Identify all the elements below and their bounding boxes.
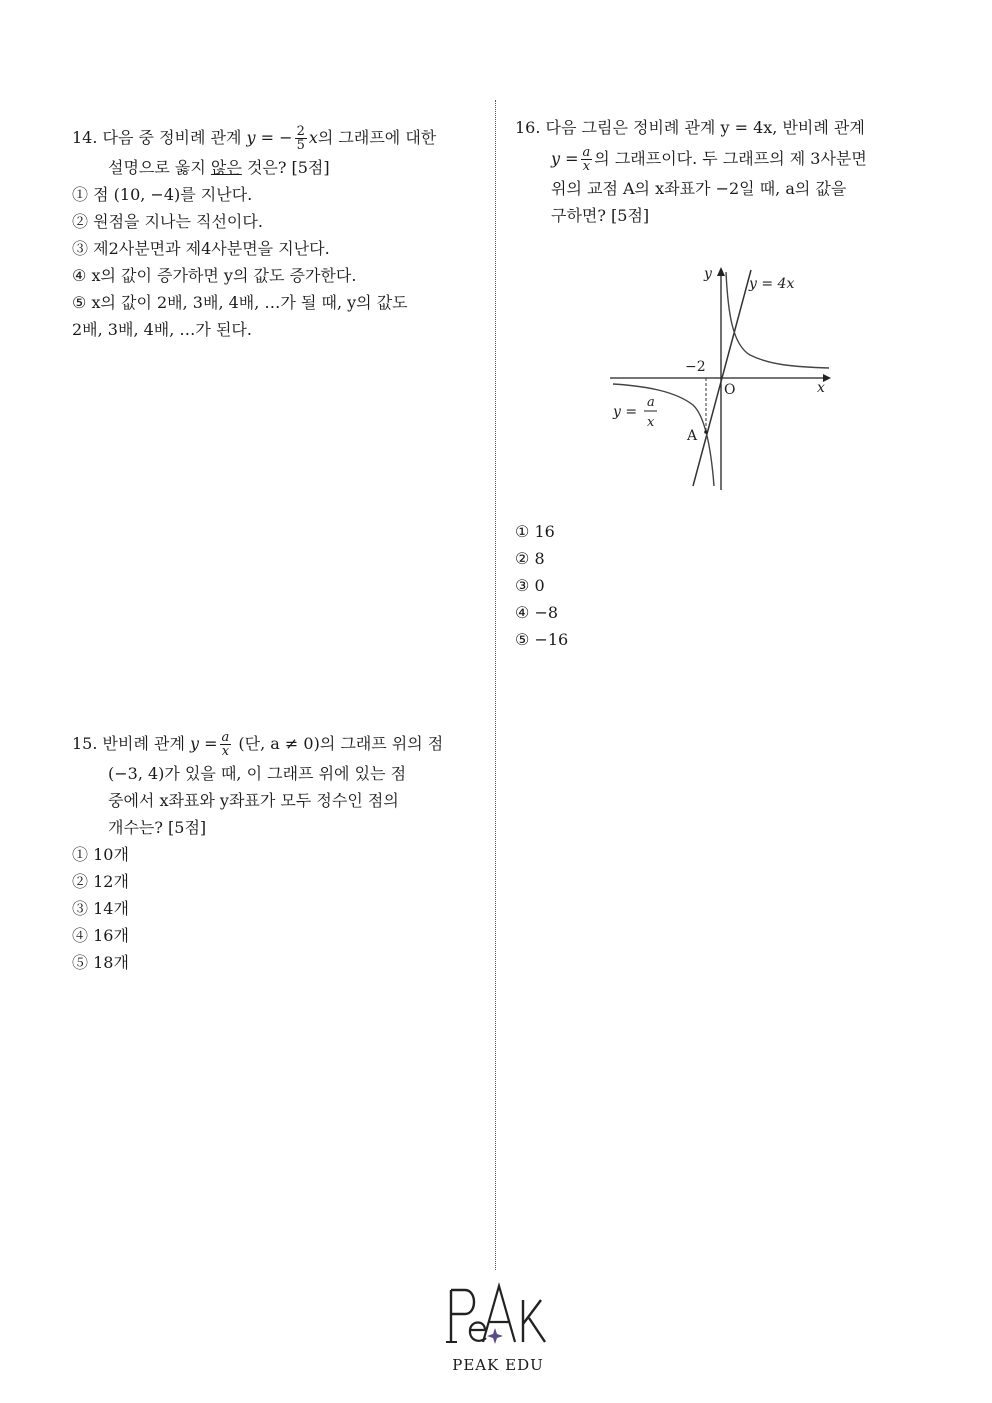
q14-option-1[interactable]: ① 점 (10, −4)를 지난다. (72, 185, 253, 204)
q16-fraction: $\frac{a}{x}$ (582, 145, 591, 174)
q14-option-2[interactable]: ② 원점을 지나는 직선이다. (72, 212, 263, 231)
q14-option-3[interactable]: ③ 제2사분면과 제4사분면을 지난다. (72, 239, 330, 258)
q16-stem-line2: y = $\frac{a}{x}$ 의 그래프이다. 두 그래프의 제 3사분면 (551, 145, 867, 174)
column-divider (495, 100, 496, 1270)
q16-stem-line3: 위의 교점 A의 x좌표가 −2일 때, a의 값을 (551, 179, 847, 198)
peak-logo-mark (443, 1282, 553, 1348)
line-label: y = 4x (749, 276, 795, 292)
logo-star-icon (487, 1328, 503, 1344)
q15-option-4[interactable]: ④ 16개 (72, 926, 129, 945)
q15-fraction: $\frac{a}{x}$ (221, 730, 230, 759)
hyperbola-label-num: a (647, 395, 655, 410)
q15-option-2[interactable]: ② 12개 (72, 872, 129, 891)
hyperbola-branch-q3 (613, 384, 714, 486)
question-15 (72, 730, 443, 976)
q14-option-5[interactable]: ⑤ x의 값이 2배, 3배, 4배, …가 될 때, y의 값도 (72, 293, 408, 312)
q14-option-5-continued: 2배, 3배, 4배, …가 된다. (72, 320, 252, 339)
q15-stem-line3: 중에서 x좌표와 y좌표가 모두 정수인 점의 (108, 791, 399, 810)
point-a (704, 430, 708, 434)
q16-stem-line4: 구하면? [5점] (551, 206, 650, 225)
tick-label: −2 (685, 359, 706, 375)
q15-number: 15. (72, 734, 98, 753)
q15-stem-line4: 개수는? [5점] (108, 818, 207, 837)
hyperbola-label-den: x (647, 415, 655, 430)
origin-label: O (724, 382, 736, 398)
q14-fraction: $\frac{2}{5}$ (296, 124, 305, 153)
q16-option-2[interactable]: ② 8 (515, 549, 545, 568)
q16-option-3[interactable]: ③ 0 (515, 576, 545, 595)
point-label: A (687, 428, 698, 444)
q16-graph (605, 260, 840, 495)
question-14 (72, 124, 436, 343)
y-axis-label: y (704, 266, 712, 282)
q16-option-1[interactable]: ① 16 (515, 522, 555, 541)
logo-name: PEAK EDU (452, 1356, 544, 1374)
q14-stem-line2: 설명으로 옳지 않은 것은? [5점] (108, 158, 330, 177)
q15-option-5[interactable]: ⑤ 18개 (72, 953, 129, 972)
q14-stem-line1: 14. 다음 중 정비례 관계 y = − $\frac{2}{5}$ x의 그래프에 대한 (72, 124, 437, 153)
q16-stem-line1: 16. 다음 그림은 정비례 관계 y = 4x, 반비례 관계 (515, 118, 865, 137)
q15-option-3[interactable]: ③ 14개 (72, 899, 129, 918)
q15-stem-line1: 15. 반비례 관계 y = $\frac{a}{x}$ (단, a ≠ 0)의 그래프 위의 점 (72, 730, 444, 759)
q16-option-4[interactable]: ④ −8 (515, 603, 559, 622)
q14-option-4[interactable]: ④ x의 값이 증가하면 y의 값도 증가한다. (72, 266, 357, 285)
q14-number: 14. (72, 128, 98, 147)
q16-option-5[interactable]: ⑤ −16 (515, 630, 569, 649)
hyperbola-label-lhs: y = (613, 404, 638, 420)
y-axis-arrow (717, 267, 725, 276)
q15-stem-line2: (−3, 4)가 있을 때, 이 그래프 위에 있는 점 (108, 764, 407, 783)
question-16 (515, 114, 867, 229)
q16-options (515, 518, 568, 653)
q16-number: 16. (515, 118, 541, 137)
peak-edu-logo (443, 1282, 553, 1374)
x-axis-label: x (817, 380, 825, 396)
q15-option-1[interactable]: ① 10개 (72, 845, 129, 864)
